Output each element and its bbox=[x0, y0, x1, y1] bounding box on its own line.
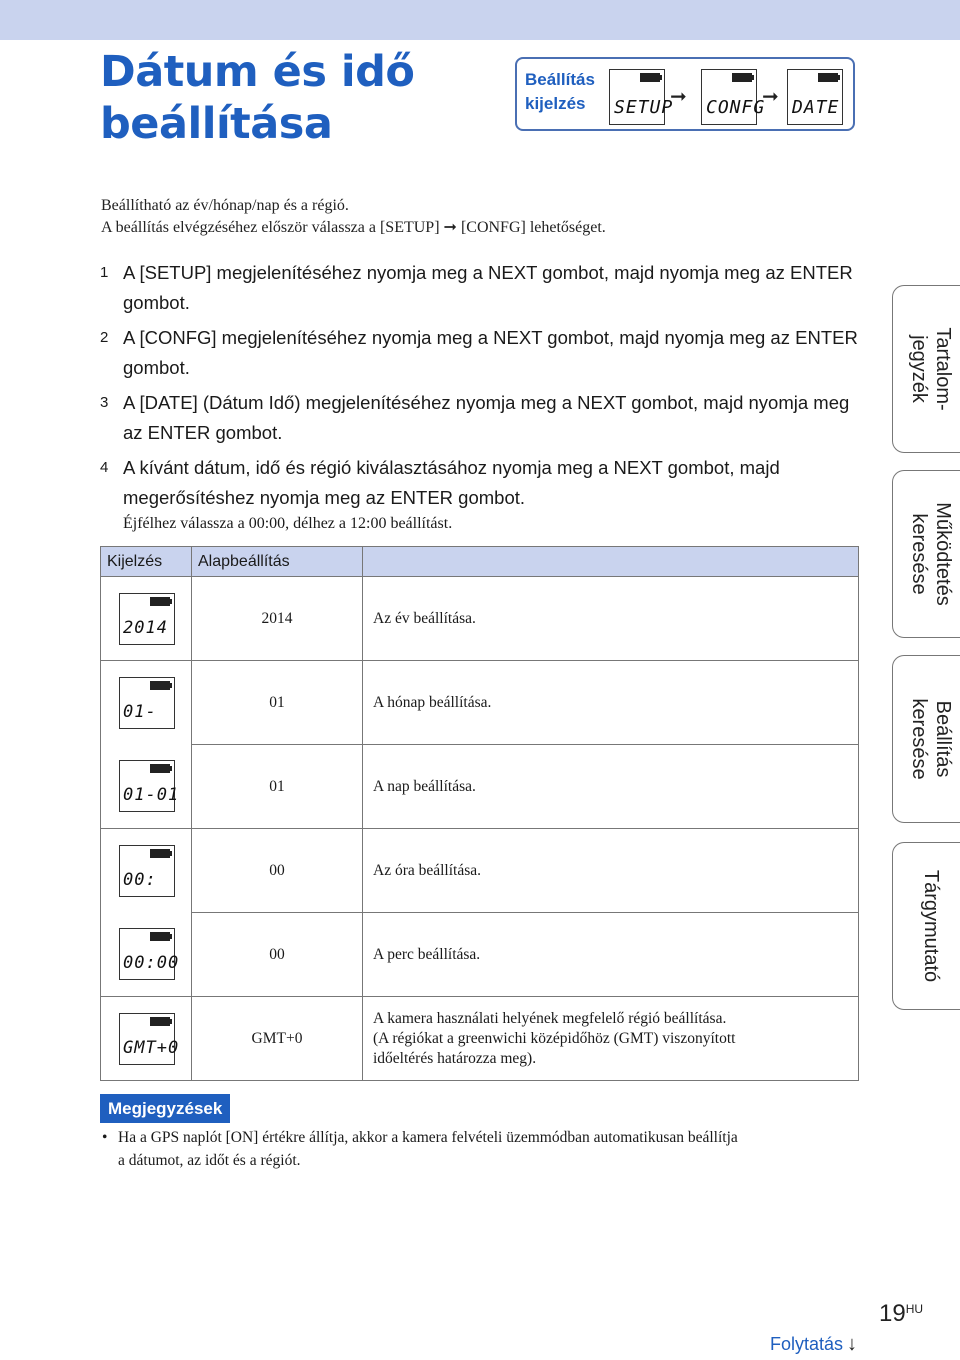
page-number: $19^{HU}$ bbox=[879, 1300, 924, 1327]
step-4-note: Éjfélhez válassza a 00:00, délhez a 12:00 beállítást. bbox=[123, 515, 453, 532]
page-title-line2: beállítása bbox=[100, 99, 333, 149]
setting-description: Az óra beállítása. bbox=[363, 829, 859, 913]
page-title-line1: Dátum és idő bbox=[100, 47, 415, 97]
battery-icon bbox=[818, 73, 838, 82]
step-number: 1 bbox=[100, 264, 109, 281]
top-color-bar bbox=[0, 0, 960, 40]
default-value: 00 bbox=[192, 913, 363, 997]
battery-icon bbox=[150, 597, 170, 606]
battery-icon bbox=[732, 73, 752, 82]
step-number: 4 bbox=[100, 459, 109, 476]
step-number: 2 bbox=[100, 329, 109, 346]
battery-icon bbox=[150, 1017, 170, 1026]
step-1 bbox=[100, 258, 860, 318]
step-text: A [SETUP] megjelenítéséhez nyomja meg a NEXT gombot, majd nyomja meg az ENTER gombot. bbox=[123, 262, 853, 313]
battery-icon bbox=[150, 932, 170, 941]
notes-heading: Megjegyzések bbox=[100, 1094, 230, 1123]
page-title bbox=[100, 46, 414, 150]
column-header-description bbox=[363, 547, 859, 577]
setting-description: A hónap beállítása. bbox=[363, 661, 859, 745]
lcd-region-icon: GMT+0 bbox=[119, 1013, 175, 1065]
intro-line-1: Beállítható az év/hónap/nap és a régió. bbox=[101, 197, 349, 214]
step-number: 3 bbox=[100, 394, 109, 411]
display-flow-label: Beállítás kijelzés bbox=[525, 70, 595, 113]
step-text: A [CONFG] megjelenítéséhez nyomja meg a NEXT gombot, majd nyomja meg az ENTER gombot. bbox=[123, 327, 858, 378]
table-row bbox=[101, 829, 859, 913]
display-flow-panel bbox=[515, 57, 855, 131]
lcd-hour-icon: 00: bbox=[119, 845, 175, 897]
note-item: • Ha a GPS naplót [ON] értékre állítja, akkor a kamera felvételi üzemmódban automatikusan beállítja a dátumot, az időt és a régiót. bbox=[100, 1126, 840, 1172]
default-value: 01 bbox=[192, 661, 363, 745]
column-header-default: Alapbeállítás bbox=[192, 547, 363, 577]
right-arrow-icon: ➞ bbox=[670, 84, 687, 108]
tab-index[interactable]: Tárgymutató bbox=[892, 842, 960, 1010]
column-header-display: Kijelzés bbox=[101, 547, 192, 577]
default-value: GMT+0 bbox=[192, 997, 363, 1081]
intro-line-2: A beállítás elvégzéséhez először válassza a [SETUP] ➞ [CONFG] lehetőséget. bbox=[101, 219, 606, 236]
default-value: 2014 bbox=[192, 577, 363, 661]
right-arrow-icon: ➞ bbox=[443, 219, 457, 236]
battery-icon bbox=[640, 73, 660, 82]
lcd-screen-confg: CONFG bbox=[701, 69, 757, 125]
step-list bbox=[100, 258, 860, 542]
step-3 bbox=[100, 388, 860, 448]
down-arrow-icon: ↓ bbox=[847, 1333, 858, 1355]
right-arrow-icon: ➞ bbox=[762, 84, 779, 108]
tab-table-of-contents[interactable]: Tartalom- jegyzék bbox=[892, 285, 960, 453]
bullet-icon: • bbox=[102, 1129, 108, 1146]
lcd-year-icon: 2014 bbox=[119, 593, 175, 645]
table-row bbox=[101, 745, 859, 829]
battery-icon bbox=[150, 681, 170, 690]
setting-description: A kamera használati helyének megfelelő régió beállítása. (A régiókat a greenwichi középidőhöz (GMT) viszonyított időeltérés határozza meg). bbox=[363, 997, 859, 1081]
table-row bbox=[101, 997, 859, 1081]
table-row bbox=[101, 661, 859, 745]
setting-description: A nap beállítása. bbox=[363, 745, 859, 829]
step-text: A [DATE] (Dátum Idő) megjelenítéséhez nyomja meg a NEXT gombot, majd nyomja meg az ENTER gombot. bbox=[123, 392, 850, 443]
date-settings-table bbox=[100, 546, 859, 1081]
table-header-row bbox=[101, 547, 859, 577]
step-2 bbox=[100, 323, 860, 383]
lcd-month-icon: 01- bbox=[119, 677, 175, 729]
step-text: A kívánt dátum, idő és régió kiválasztásához nyomja meg a NEXT gombot, majd megerősítéshez nyomja meg az ENTER gombot. bbox=[123, 457, 780, 508]
lcd-day-icon: 01-01 bbox=[119, 760, 175, 812]
step-4 bbox=[100, 453, 860, 537]
lcd-minute-icon: 00:00 bbox=[119, 928, 175, 980]
continue-link[interactable]: Folytatás ↓ bbox=[770, 1333, 858, 1355]
table-row bbox=[101, 577, 859, 661]
battery-icon bbox=[150, 849, 170, 858]
tab-operation-search[interactable]: Működtetés keresése bbox=[892, 470, 960, 638]
lcd-screen-setup: SETUP bbox=[609, 69, 665, 125]
setting-description: Az év beállítása. bbox=[363, 577, 859, 661]
default-value: 00 bbox=[192, 829, 363, 913]
default-value: 01 bbox=[192, 745, 363, 829]
table-row bbox=[101, 913, 859, 997]
setting-description: A perc beállítása. bbox=[363, 913, 859, 997]
battery-icon bbox=[150, 764, 170, 773]
intro-text bbox=[101, 195, 606, 239]
lcd-screen-date: DATE bbox=[787, 69, 843, 125]
tab-settings-search[interactable]: Beállítás keresése bbox=[892, 655, 960, 823]
